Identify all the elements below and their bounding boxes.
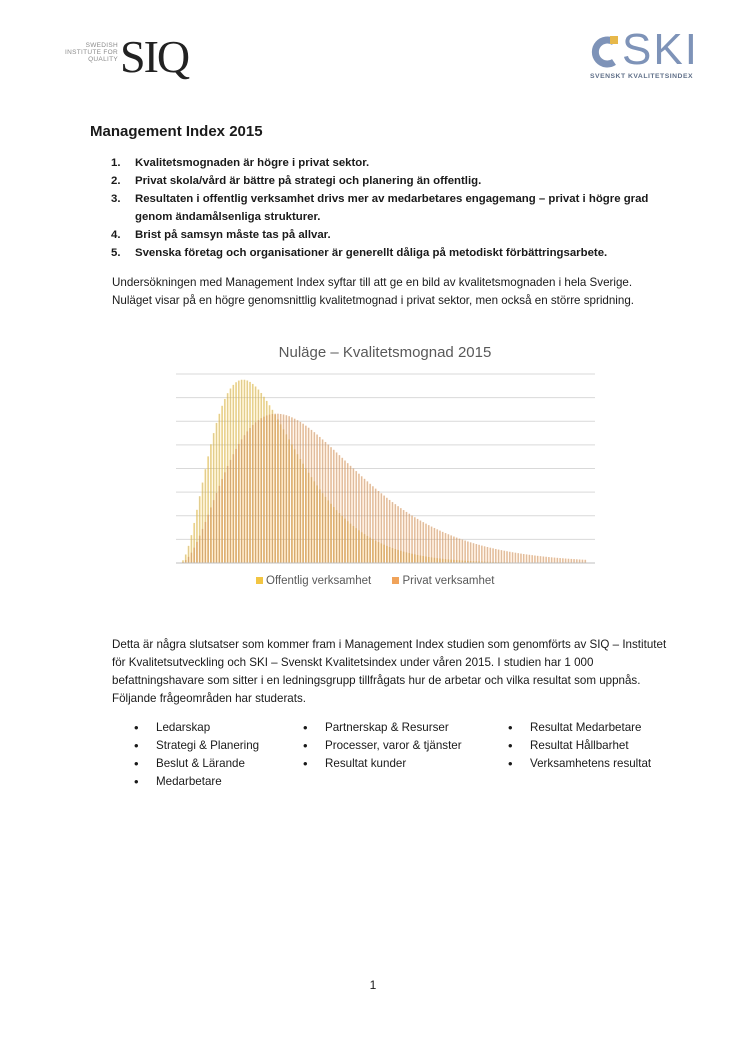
finding-text: Kvalitetsmognaden är högre i privat sektor. [135,157,370,169]
area-item: • Verksamhetens resultat [508,755,651,773]
siq-logo-wordmark: SIQ [120,31,189,82]
finding-number: 4. [111,229,121,241]
siq-tagline-line: INSTITUTE FOR [64,49,118,57]
finding-item [111,190,671,226]
siq-logo-tagline [58,42,118,64]
finding-number: 5. [111,247,121,259]
siq-tagline-line: SWEDISH [85,42,118,49]
area-item: • Beslut & Lärande [134,755,259,773]
chart-title: Nuläge – Kvalitetsmognad 2015 [278,344,492,361]
ski-logo-wordmark: SKI [622,25,699,74]
page-number: 1 [369,978,377,992]
findings-list [111,154,671,262]
legend-item-offentlig [256,575,371,587]
area-item: • Resultat Hållbarhet [508,737,651,755]
finding-text: Svenska företag och organisationer är generellt dåliga på metodiskt förbättringsarbete. [135,247,608,259]
finding-number: 3. [111,193,121,205]
chart-series-0 [182,380,511,563]
finding-text: Resultaten i offentlig verksamhet drivs mer av medarbetares engagemang – privat i högre grad genom ändamålsenliga strukturer. [135,193,649,223]
finding-text: Brist på samsyn måste tas på allvar. [135,229,331,241]
finding-item [111,154,671,172]
conclusion-paragraph: Detta är några slutsatser som kommer fram i Management Index studien som genomförts av SIQ – Institutet för Kvalitetsutveckling och SKI – Svenskt Kvalitetsindex under våren 2015. I studien har 1 000 befattningshavare som sitter i en ledningsgrupp tillfrågats hur de arbetar och vilka resultat som uppnås. Följande frågeområden har studerats. [112,638,667,705]
chart-series-1 [182,414,586,563]
finding-item [111,244,671,262]
areas-column-3 [508,719,651,773]
finding-text: Privat skola/vård är bättre på strategi och planering än offentlig. [135,175,482,187]
area-item: • Partnerskap & Resurser [303,719,462,737]
intro-paragraph: Undersökningen med Management Index syftar till att ge en bild av kvalitetsmognaden i hela Sverige. Nuläget visar på en högre genomsnittlig kvalitetmognad i privat sektor, men också en större spridning. [112,276,634,307]
legend-item-privat [392,575,494,587]
ski-logo [588,25,718,86]
area-item: • Medarbetare [134,773,259,791]
legend-label: Offentlig verksamhet [266,575,372,587]
maturity-chart [150,340,610,600]
legend-swatch-privat [392,577,399,584]
area-item: • Resultat Medarbetare [508,719,651,737]
page-heading: Management Index 2015 [90,123,263,140]
chart-plot-area [150,340,620,572]
finding-number: 2. [111,175,121,187]
legend-label: Privat verksamhet [402,575,495,587]
finding-item [111,172,671,190]
chart-legend [256,575,513,587]
finding-number: 1. [111,157,121,169]
areas-column-2 [303,719,462,773]
area-item: • Processer, varor & tjänster [303,737,462,755]
siq-logo [58,31,198,86]
siq-tagline-line: QUALITY [88,56,118,64]
area-item: • Ledarskap [134,719,259,737]
ski-logo-tagline: SVENSKT KVALITETSINDEX [590,73,694,80]
legend-swatch-offentlig [256,577,263,584]
area-item: • Resultat kunder [303,755,462,773]
ski-logo-mark-icon [588,32,622,72]
areas-column-1 [134,719,259,791]
area-item: • Strategi & Planering [134,737,259,755]
finding-item [111,226,671,244]
